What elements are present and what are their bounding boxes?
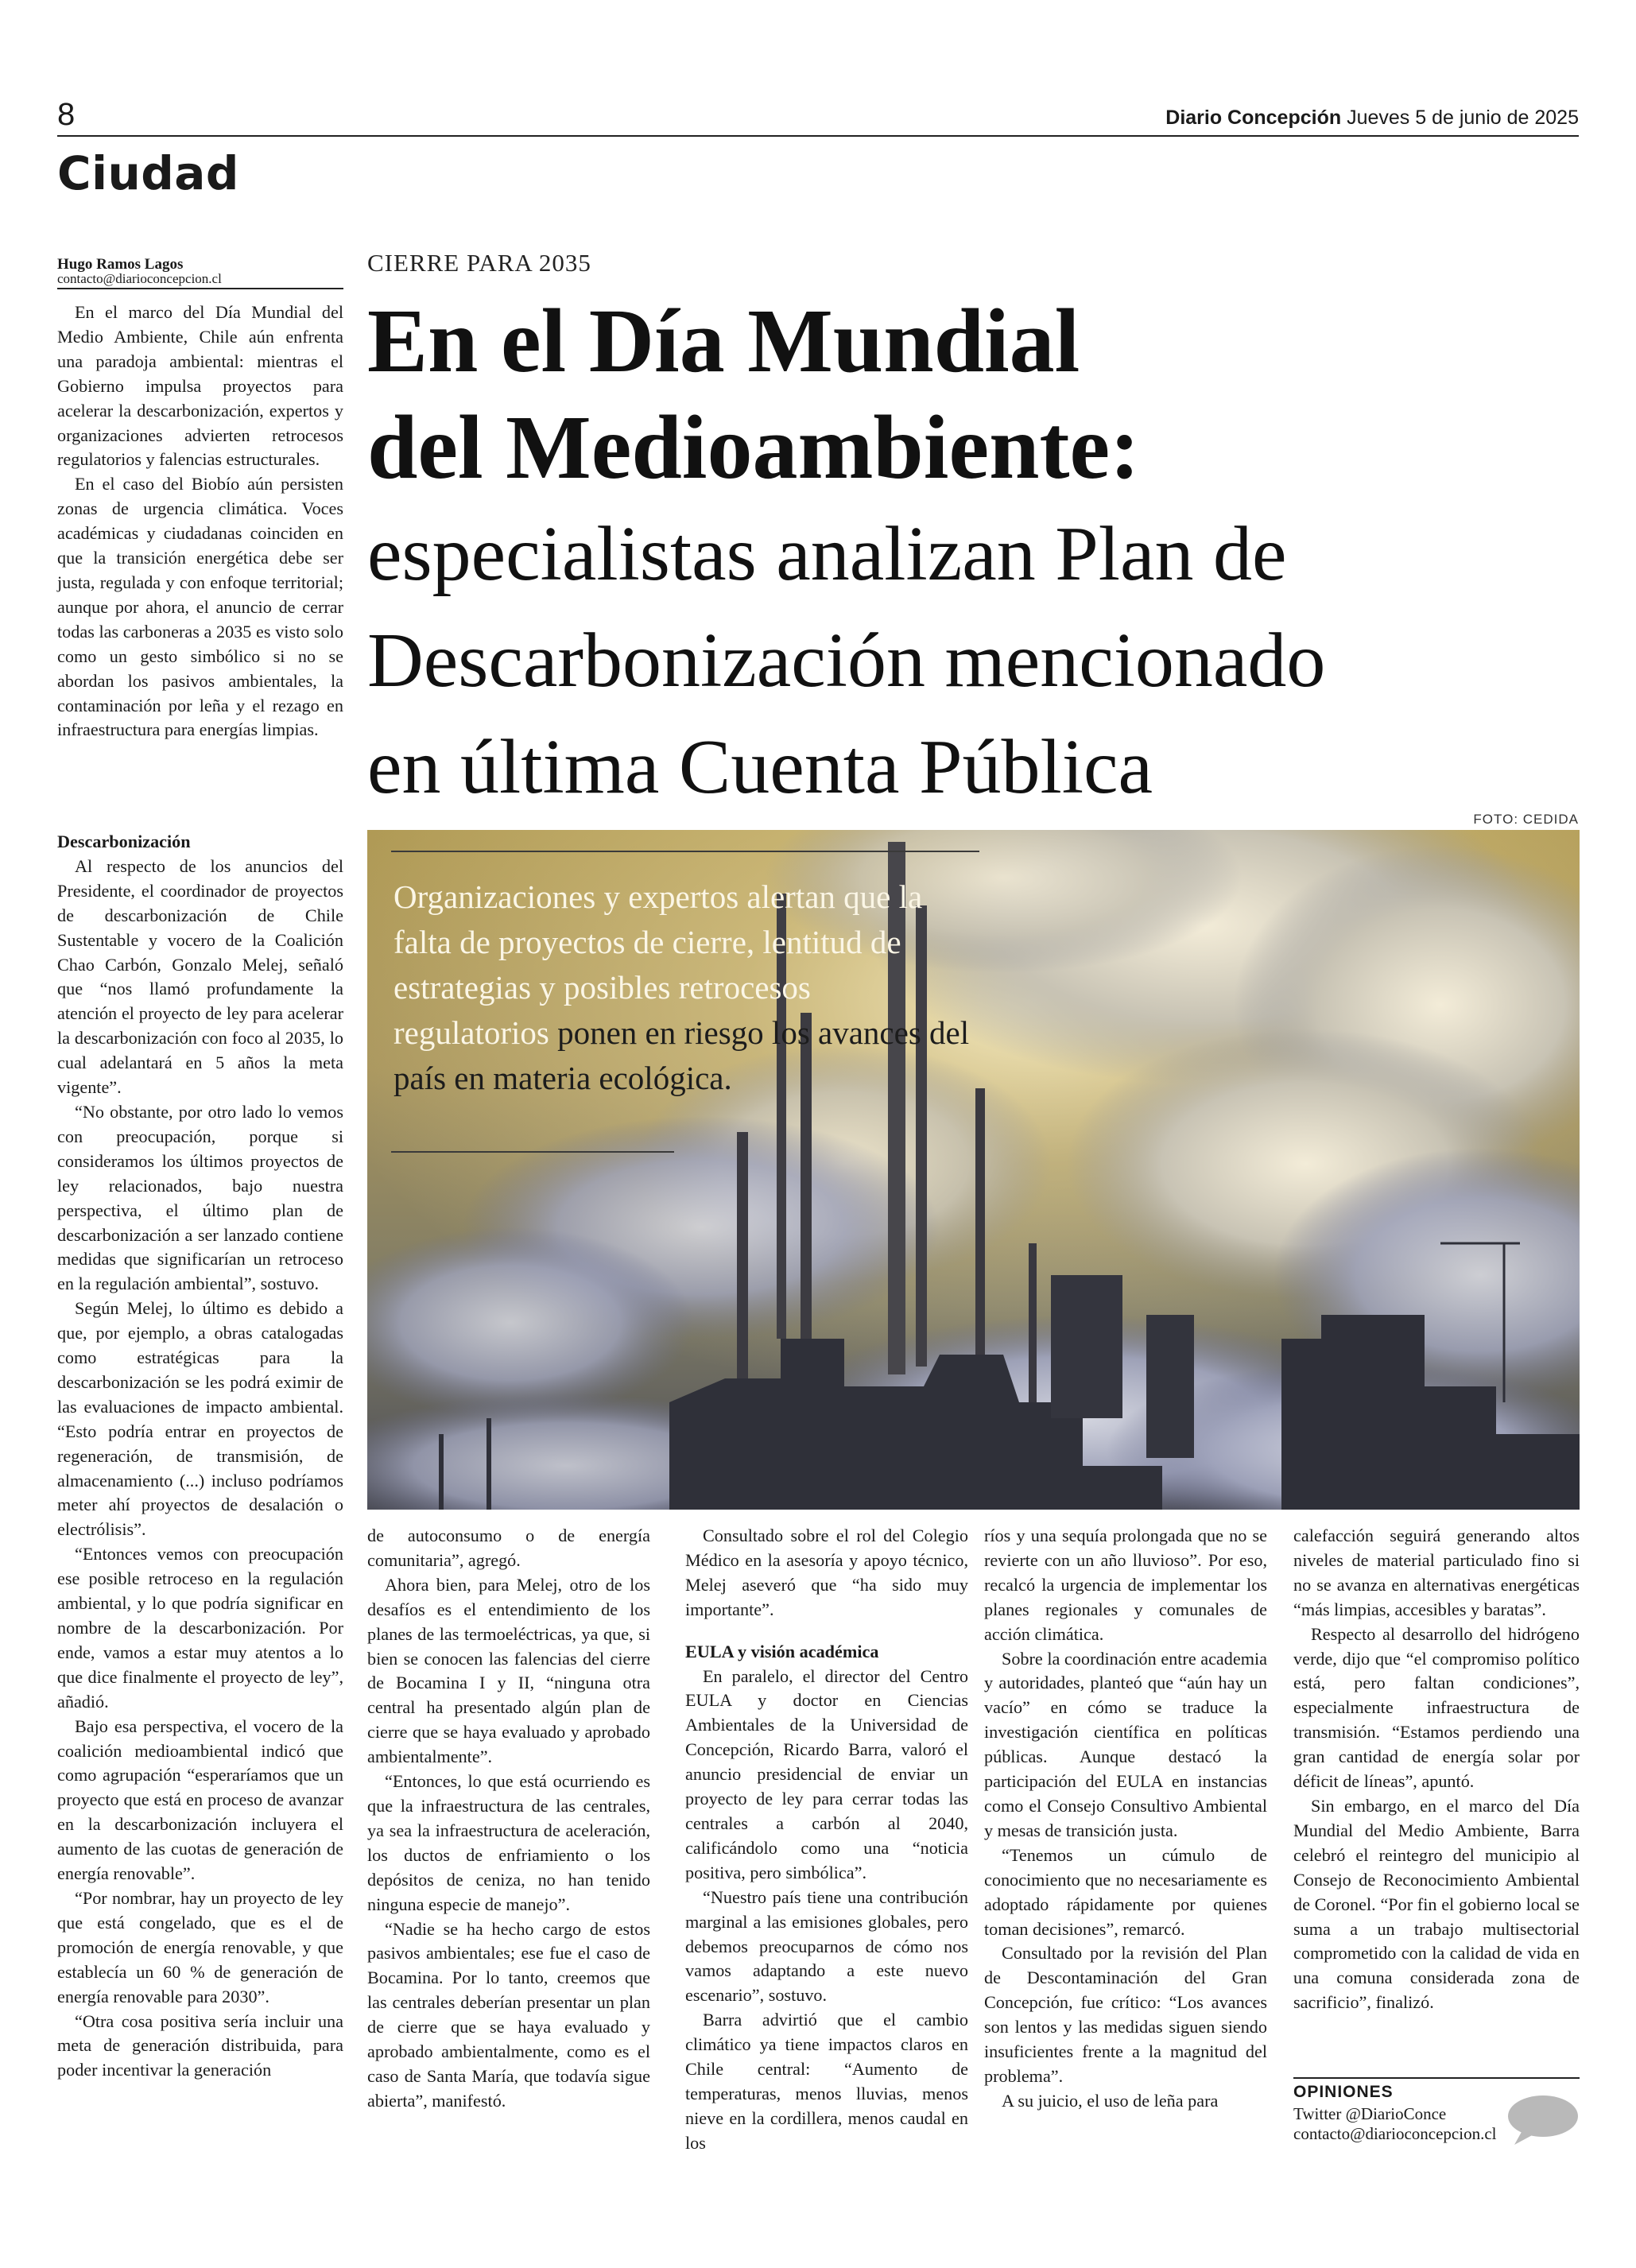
paragraph: Ahora bien, para Melej, otro de los desafíos es el entendimiento de los planes de las termoeléctricas, ya que, si bien se conocen las falencias del cierre de Bocamina I y II, “ninguna otra central ha presentado algún plan de cierre que se haya evaluado y aprobado ambientalmente”. <box>367 1574 650 1767</box>
column-4 <box>984 1524 1267 2114</box>
paragraph: Al respecto de los anuncios del Presidente, el coordinador de proyectos de descarbonización de Chile Sustentable y vocero de la Coalición Chao Carbón, Gonzalo Melej, señaló que “nos llamó profundamente la atención el proyecto de ley para acelerar la descarbonización con foco al 2035, lo cual adelantará en 5 años la meta vigente”. <box>57 855 343 1098</box>
paragraph: En el caso del Biobío aún persisten zonas de urgencia climática. Voces académicas y ciudadanas coinciden en que la transición energética debe ser justa, regulada y con enfoque territorial; aunque por ahora, el anuncio de cerrar todas las carboneras a 2035 es visto solo como un gesto simbólico si no se abordan los pasivos ambientales, la contaminación por leña y el rezago en infraestructura para energías limpias. <box>57 474 343 740</box>
column-1-intro <box>57 300 343 742</box>
paragraph: ríos y una sequía prolongada que no se revierte con un año lluvioso”. Por eso, recalcó la urgencia de implementar los planes regionales y comunales de acción climática. <box>984 1526 1267 1644</box>
paragraph: En el marco del Día Mundial del Medio Ambiente, Chile aún enfrenta una paradoja ambiental: mientras el Gobierno impulsa proyectos para acelerar la descarbonización, expertos y organizaciones advierten retrocesos regulatorios y falencias estructurales. <box>57 302 343 470</box>
article-subhead <box>367 501 1607 820</box>
opinions-twitter[interactable]: Twitter @DiarioConce <box>1293 2104 1447 2123</box>
byline-email: contacto@diarioconcepcion.cl <box>57 271 222 286</box>
subheading: EULA y visión académica <box>685 1641 879 1661</box>
paragraph: A su juicio, el uso de leña para <box>1002 2090 1219 2111</box>
quote-rule-bottom <box>391 1151 674 1153</box>
subhead-line: especialistas analizan Plan de <box>367 511 1287 597</box>
page-number: 8 <box>57 97 76 132</box>
pull-quote-dark: ponen en riesgo los avances del país en materia ecológica. <box>393 1014 970 1096</box>
photo-credit: FOTO: CEDIDA <box>1473 812 1579 827</box>
column-1-body <box>57 824 343 2083</box>
paragraph: Bajo esa perspectiva, el vocero de la coalición medioambiental indicó que como agrupación “esperaríamos que un proyecto que está en proceso de avanzar en la descarbonización incluyera el aumento de las cuotas de generación de energía renovable”. <box>57 1716 343 1884</box>
opinions-rule <box>1293 2077 1580 2079</box>
section-title: Ciudad <box>57 146 239 200</box>
paragraph: “Entonces, lo que está ocurriendo es que la infraestructura de las centrales, ya sea la infraestructura de aceleración, los ductos de enfriamiento o los depósitos de ceniza, no han tenido ninguna especie de manejo”. <box>367 1771 650 1914</box>
subheading: Descarbonización <box>57 832 191 851</box>
pull-quote <box>393 874 974 1101</box>
paragraph: Consultado por la revisión del Plan de Descontaminación del Gran Concepción, fue crítico: “Los avances son lentos y las medidas siguen siendo insuficientes frente a la magnitud del problema”. <box>984 1943 1267 2086</box>
paragraph: “Otra cosa positiva sería incluir una meta de generación distribuida, para poder incentivar la generación <box>57 2010 343 2080</box>
paragraph: de autoconsumo o de energía comunitaria”, agregó. <box>367 1526 650 1570</box>
byline-author: Hugo Ramos Lagos <box>57 256 184 273</box>
paragraph: “Tenemos un cúmulo de conocimiento que no necesariamente es adoptado rápidamente por quienes toman decisiones”, remarcó. <box>984 1844 1267 1939</box>
paragraph: “No obstante, por otro lado lo vemos con preocupación, porque si consideramos los últimos proyectos de ley relacionados, bajo nuestra perspectiva, el último plan de descarbonización a ser lanzado contiene medidas que significarían un retroceso en la regulación ambiental”, sostuvo. <box>57 1101 343 1294</box>
newspaper-name: Diario Concepción <box>1165 107 1342 129</box>
column-2 <box>367 1524 650 2114</box>
quote-rule-top <box>391 851 979 852</box>
headline-line: En el Día Mundial <box>367 290 1080 391</box>
opinions-email[interactable]: contacto@diarioconcepcion.cl <box>1293 2124 1497 2143</box>
byline-rule <box>57 288 343 289</box>
paragraph: “Entonces vemos con preocupación ese posible retroceso en la regulación ambiental, y lo que podría significar en nombre de la descarbonización. Por ende, vamos a estar muy atentos a lo que dice finalmente el proyecto de ley”, añadió. <box>57 1544 343 1712</box>
paragraph: Sobre la coordinación entre academia y autoridades, planteó que “aún hay un vacío” en cómo se traduce la investigación científica en políticas públicas. Aunque destacó la participación del EULA en instancias como el Consejo Consultivo Ambiental y mesas de transición justa. <box>984 1648 1267 1840</box>
subhead-line: Descarbonización mencionado <box>367 618 1326 704</box>
pull-quote-text <box>393 874 974 1101</box>
column-5 <box>1293 1524 1580 2015</box>
paragraph: En paralelo, el director del Centro EULA y doctor en Ciencias Ambientales de la Universidad de Concepción, Ricardo Barra, valoró el anuncio presidencial de enviar un proyecto de ley para cerrar todas las centrales a carbón al 2040, calificándolo como una “noticia positiva, pero simbólica”. <box>685 1665 968 1882</box>
paragraph: Consultado sobre el rol del Colegio Médico en la asesoría y apoyo técnico, Melej aseveró que “ha sido muy importante”. <box>685 1526 968 1619</box>
issue-date: Jueves 5 de junio de 2025 <box>1347 107 1579 129</box>
subhead-line: en última Cuenta Pública <box>367 724 1153 810</box>
column-3 <box>685 1524 968 2156</box>
pull-quote-light: Organizaciones y expertos alertan que la falta de proyectos de cierre, lentitud de estrategias y posibles retrocesos regulatorios <box>393 878 923 1051</box>
masthead <box>1165 107 1579 130</box>
paragraph: “Nuestro país tiene una contribución marginal a las emisiones globales, pero debemos preocuparnos de cómo nos vamos adaptando a este nuevo escenario”, sostuvo. <box>685 1886 968 2006</box>
paragraph: Respecto al desarrollo del hidrógeno verde, dijo que “el compromiso político está, pero faltan condiciones”, especialmente infraestructura de transmisión. “Estamos perdiendo una gran cantidad de energía solar por déficit de líneas”, apuntó. <box>1293 1623 1580 1792</box>
paragraph: “Nadie se ha hecho cargo de estos pasivos ambientales; ese fue el caso de Bocamina. Por lo tanto, creemos que las centrales deberían presentar un plan de cierre que se haya evaluado y aprobado ambientalmente, como es el caso de Santa María, que todavía sigue abierta”, manifestó. <box>367 1918 650 2111</box>
header-rule <box>57 135 1579 137</box>
headline-line: del Medioambiente: <box>367 397 1141 498</box>
paragraph: Según Melej, lo último es debido a que, por ejemplo, a obras catalogadas como estratégicas para la descarbonización se les podrá eximir de las evaluaciones de impacto ambiental. “Esto podría entrar en proyectos de regeneración, de transmisión, de almacenamiento (...) incluso podríamos meter ahí proyectos de desalación o electrólisis”. <box>57 1298 343 1540</box>
article-kicker: CIERRE PARA 2035 <box>367 249 591 277</box>
paragraph: calefacción seguirá generando altos niveles de material particulado fino si no se avanza en alternativas energéticas “más limpias, accesibles y baratas”. <box>1293 1526 1580 1619</box>
speech-bubble-icon <box>1506 2094 1580 2150</box>
opinions-title: OPINIONES <box>1293 2083 1394 2101</box>
paragraph: “Por nombrar, hay un proyecto de ley que está congelado, que es el de promoción de energía renovable, y que establecía un 60 % de generación de energía renovable para 2030”. <box>57 1887 343 2006</box>
paragraph: Barra advirtió que el cambio climático ya tiene impactos claros en Chile central: “Aumento de temperaturas, menos lluvias, menos nieve en la cordillera, menos caudal en los <box>685 2010 968 2153</box>
article-headline <box>367 288 1591 501</box>
paragraph: Sin embargo, en el marco del Día Mundial del Medio Ambiente, Barra celebró el reintegro del municipio al Consejo de Reconocimiento Ambiental de Coronel. “Por fin el gobierno local se suma a un trabajo multisectorial comprometido con la calidad de vida en una comuna considerada zona de sacrificio”, finalizó. <box>1293 1795 1580 2013</box>
